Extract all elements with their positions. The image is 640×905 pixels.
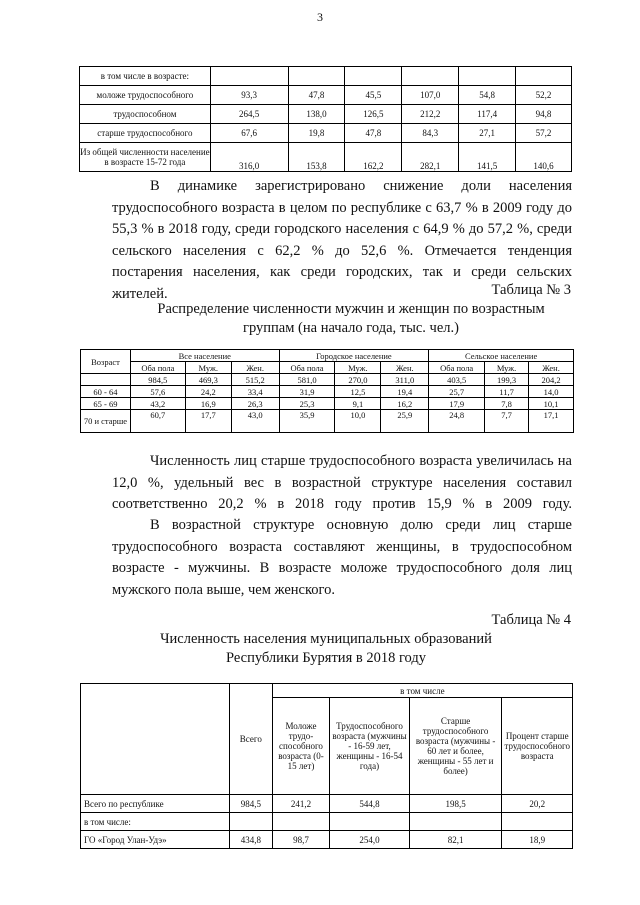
row-label: старше трудоспособного bbox=[80, 124, 211, 143]
subheader-both: Оба пола bbox=[130, 362, 185, 374]
col-age-header: Возраст bbox=[81, 350, 131, 374]
table-cell: 47,8 bbox=[345, 124, 402, 143]
table-cell: 264,5 bbox=[210, 105, 288, 124]
table-cell: 43,0 bbox=[231, 410, 279, 433]
table3-number: Таблица № 3 bbox=[491, 282, 571, 298]
table-cell: 45,5 bbox=[345, 86, 402, 105]
col-total-header: Всего bbox=[229, 684, 272, 795]
table-cell: 24,8 bbox=[429, 410, 485, 433]
page-number: 3 bbox=[317, 10, 323, 24]
table-cell: 153,8 bbox=[288, 143, 345, 172]
table-cell: 17,1 bbox=[529, 410, 574, 433]
table-cell: 24,2 bbox=[185, 386, 231, 398]
table-cell: 7,8 bbox=[485, 398, 529, 410]
table-cell: 515,2 bbox=[231, 374, 279, 386]
table-cell: 54,8 bbox=[459, 86, 516, 105]
paragraph-text: В динамике зарегистрировано снижение доли населения трудоспособного возраста в целом по республике с 63,7 % в 2009 году до 55,3 % в 2018 году, среди городского населения с 64,9 % до 57,2 %, среди сельского населения с 62,2 % до 52,6 %. Отмечается тенденция постарения населения, как среди городских, так и среди сельских жителей. bbox=[112, 178, 572, 302]
table-cell: 241,2 bbox=[272, 795, 329, 813]
table-cell: 52,2 bbox=[516, 86, 572, 105]
table-cell bbox=[229, 813, 272, 831]
row-label: трудоспособном bbox=[80, 105, 211, 124]
table-cell: 254,0 bbox=[330, 831, 410, 849]
subheader-male: Муж. bbox=[485, 362, 529, 374]
table-cell bbox=[502, 813, 573, 831]
col-working-header: Трудоспособного возраста (мужчины - 16-59 лет, женщины - 16-54 года) bbox=[330, 698, 410, 795]
paragraph-text: В возрастной структуре основную долю среди лиц старше трудоспособного возраста составляют женщины, в трудоспособном возрасте - мужчины. В возрасте моложе трудоспособного доля лиц мужского пола выше, чем женского. bbox=[112, 517, 572, 598]
row-label: 70 и старше bbox=[81, 410, 131, 433]
table-cell bbox=[345, 67, 402, 86]
table-cell: 25,9 bbox=[381, 410, 429, 433]
table-cell bbox=[288, 67, 345, 86]
table-cell bbox=[210, 67, 288, 86]
table-cell: 47,8 bbox=[288, 86, 345, 105]
table-cell: 14,0 bbox=[529, 386, 574, 398]
subheader-female: Жен. bbox=[231, 362, 279, 374]
table-cell: 10,1 bbox=[529, 398, 574, 410]
table-cell: 316,0 bbox=[210, 143, 288, 172]
table-cell: 10,0 bbox=[335, 410, 381, 433]
table-row bbox=[81, 795, 573, 813]
table-row bbox=[80, 105, 572, 124]
table-row bbox=[81, 813, 573, 831]
table-row bbox=[80, 143, 572, 172]
table-cell: 140,6 bbox=[516, 143, 572, 172]
table-row bbox=[81, 398, 574, 410]
table-cell: 57,2 bbox=[516, 124, 572, 143]
table4-number: Таблица № 4 bbox=[491, 612, 571, 628]
table-cell: 403,5 bbox=[429, 374, 485, 386]
row-label: в том числе в возрасте: bbox=[80, 67, 211, 86]
subheader-male: Муж. bbox=[335, 362, 381, 374]
row-label: Из общей численности население в возрасте 15-72 года bbox=[80, 143, 211, 172]
paragraph-structure bbox=[112, 515, 572, 601]
table-cell: 9,1 bbox=[335, 398, 381, 410]
table-cell: 469,3 bbox=[185, 374, 231, 386]
table-cell: 25,3 bbox=[279, 398, 335, 410]
subheader-female: Жен. bbox=[529, 362, 574, 374]
table-cell: 19,8 bbox=[288, 124, 345, 143]
table-cell bbox=[459, 67, 516, 86]
table-cell: 126,5 bbox=[345, 105, 402, 124]
subheader-both: Оба пола bbox=[279, 362, 335, 374]
table-cell: 57,6 bbox=[130, 386, 185, 398]
table-cell: 35,9 bbox=[279, 410, 335, 433]
table-cell: 141,5 bbox=[459, 143, 516, 172]
table-cell: 212,2 bbox=[402, 105, 459, 124]
table-cell: 93,3 bbox=[210, 86, 288, 105]
table-cell: 43,2 bbox=[130, 398, 185, 410]
table4-title-line1: Численность населения муниципальных образований bbox=[160, 631, 492, 647]
table-cell: 199,3 bbox=[485, 374, 529, 386]
subheader-both: Оба пола bbox=[429, 362, 485, 374]
table-cell: 84,3 bbox=[402, 124, 459, 143]
table-cell: 984,5 bbox=[229, 795, 272, 813]
table-row bbox=[81, 386, 574, 398]
table-cell: 98,7 bbox=[272, 831, 329, 849]
table-cell: 27,1 bbox=[459, 124, 516, 143]
table-cell: 16,9 bbox=[185, 398, 231, 410]
table4-corner-cell bbox=[81, 684, 230, 795]
table-cell: 33,4 bbox=[231, 386, 279, 398]
table-row bbox=[80, 124, 572, 143]
table-cell: 162,2 bbox=[345, 143, 402, 172]
table4-title-line2: Республики Бурятия в 2018 году bbox=[225, 650, 427, 666]
row-label: моложе трудоспособного bbox=[80, 86, 211, 105]
table-cell bbox=[516, 67, 572, 86]
paragraph-older-share bbox=[112, 451, 572, 516]
table-cell: 581,0 bbox=[279, 374, 335, 386]
table-cell bbox=[330, 813, 410, 831]
table-cell: 18,9 bbox=[502, 831, 573, 849]
table-cell: 82,1 bbox=[409, 831, 502, 849]
table-cell: 270,0 bbox=[335, 374, 381, 386]
paragraph-text: Численность лиц старше трудоспособного возраста увеличилась на 12,0 %, удельный вес в возрастной структуре населения составил соответственно 20,2 % в 2018 году против 15,9 % в 2009 году. bbox=[112, 453, 572, 512]
table-cell: 204,2 bbox=[529, 374, 574, 386]
col-pct-header: Процент старше трудоспособного возраста bbox=[502, 698, 573, 795]
table-cell: 60,7 bbox=[130, 410, 185, 433]
group-header-urban: Городское население bbox=[279, 350, 429, 362]
table-cell: 12,5 bbox=[335, 386, 381, 398]
subheader-female: Жен. bbox=[381, 362, 429, 374]
table-cell: 117,4 bbox=[459, 105, 516, 124]
group-header-all: Все население bbox=[130, 350, 279, 362]
table-cell: 19,4 bbox=[381, 386, 429, 398]
table-cell: 984,5 bbox=[130, 374, 185, 386]
table-cell: 16,2 bbox=[381, 398, 429, 410]
table-row bbox=[80, 86, 572, 105]
table-row bbox=[80, 67, 572, 86]
table-row bbox=[81, 831, 573, 849]
table-cell bbox=[272, 813, 329, 831]
table-cell: 26,3 bbox=[231, 398, 279, 410]
table-cell: 20,2 bbox=[502, 795, 573, 813]
table-cell: 138,0 bbox=[288, 105, 345, 124]
subheader-male: Муж. bbox=[185, 362, 231, 374]
table-row bbox=[81, 410, 574, 433]
table-cell: 25,7 bbox=[429, 386, 485, 398]
col-old-header: Старше трудоспособного возраста (мужчины - 60 лет и более, женщины - 55 лет и более) bbox=[409, 698, 502, 795]
table-cell: 311,0 bbox=[381, 374, 429, 386]
group-header-rural: Сельское население bbox=[429, 350, 574, 362]
table-row bbox=[81, 374, 574, 386]
table-cell: 198,5 bbox=[409, 795, 502, 813]
row-label bbox=[81, 374, 131, 386]
table-cell: 67,6 bbox=[210, 124, 288, 143]
table-cell: 7,7 bbox=[485, 410, 529, 433]
col-young-header: Моложе трудо-способного возраста (0-15 лет) bbox=[272, 698, 329, 795]
row-label: 60 - 64 bbox=[81, 386, 131, 398]
in-that-header: в том числе bbox=[272, 684, 572, 698]
table-cell: 544,8 bbox=[330, 795, 410, 813]
table3-age-sex-distribution bbox=[80, 349, 574, 433]
row-label: в том числе: bbox=[81, 813, 230, 831]
table-cell: 11,7 bbox=[485, 386, 529, 398]
row-label: 65 - 69 bbox=[81, 398, 131, 410]
table-cell: 107,0 bbox=[402, 86, 459, 105]
table-top-continuation bbox=[79, 66, 572, 172]
table3-title: Распределение численности мужчин и женщин по возрастным группам (на начало года, тыс. чел.) bbox=[157, 301, 545, 336]
row-label: Всего по республике bbox=[81, 795, 230, 813]
row-label: ГО «Город Улан-Удэ» bbox=[81, 831, 230, 849]
table-cell: 94,8 bbox=[516, 105, 572, 124]
table-cell: 17,7 bbox=[185, 410, 231, 433]
table-cell: 31,9 bbox=[279, 386, 335, 398]
table-cell bbox=[402, 67, 459, 86]
table4-municipal-population bbox=[80, 683, 573, 849]
table-cell: 282,1 bbox=[402, 143, 459, 172]
table-cell: 434,8 bbox=[229, 831, 272, 849]
table-cell: 17,9 bbox=[429, 398, 485, 410]
table-cell bbox=[409, 813, 502, 831]
